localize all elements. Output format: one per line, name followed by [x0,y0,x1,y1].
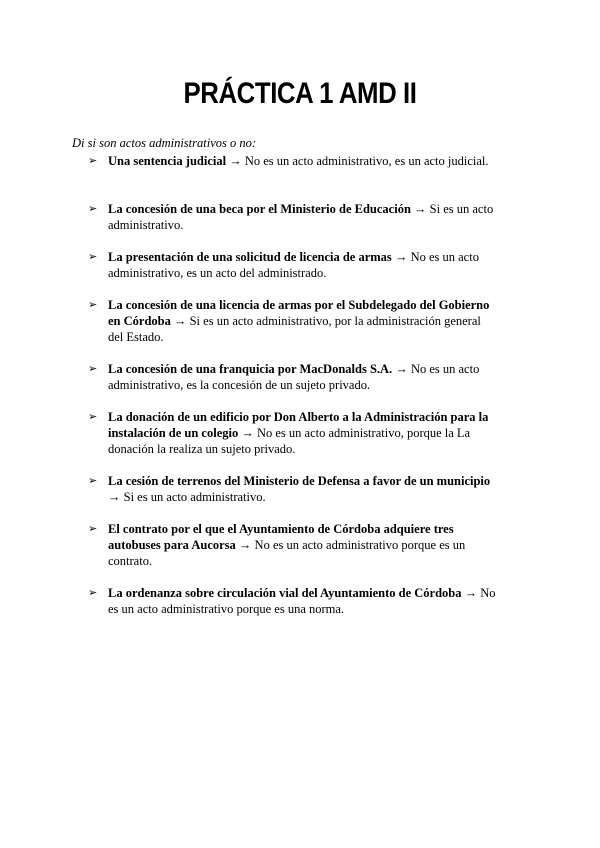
list-item [88,153,496,169]
item-heading: La concesión de una franquicia por MacDonalds S.A. [108,362,393,376]
item-heading: La concesión de una licencia de armas por el Subdelegado del Gobierno en Córdoba [108,298,490,328]
item-heading: El contrato por el que el Ayuntamiento de Córdoba adquiere tres autobuses para Aucorsa [108,522,454,552]
bullet-arrow-icon: ➢ [88,474,98,487]
bullet-arrow-icon: ➢ [88,522,98,535]
bullet-arrow-icon: ➢ [88,154,98,167]
list-item [88,297,496,345]
bullet-arrow-icon: ➢ [88,410,98,423]
bullet-arrow-icon: ➢ [88,298,98,311]
result-arrow-icon: → [464,586,478,600]
item-answer: Si es un acto administrativo. [108,202,494,232]
item-heading: La concesión de una beca por el Ministerio de Educación [108,202,411,216]
result-arrow-icon: → [395,362,408,376]
page-title: PRÁCTICA 1 AMD II [183,77,417,110]
item-heading: Una sentencia judicial [108,154,227,168]
bullet-arrow-icon: ➢ [88,586,98,599]
list-item [88,521,496,569]
item-answer: No es un acto administrativo porque es una norma. [108,586,496,616]
bullet-arrow-icon: ➢ [88,362,98,375]
item-answer: Si es un acto administrativo. [123,490,266,504]
item-heading: La ordenanza sobre circulación vial del Ayuntamiento de Córdoba [108,586,462,600]
item-answer: No es un acto administrativo, es un acto del administrado. [108,250,479,280]
result-arrow-icon: → [108,490,121,504]
item-answer: No es un acto administrativo, es un acto judicial. [244,154,489,168]
bullet-arrow-icon: ➢ [88,202,98,215]
list-item [88,201,496,233]
item-heading: La presentación de una solicitud de licencia de armas [108,250,392,264]
result-arrow-icon: → [229,154,242,168]
item-heading: La cesión de terrenos del Ministerio de Defensa a favor de un municipio [108,474,491,488]
list-item [88,585,496,617]
result-arrow-icon: → [238,538,252,552]
list-item [88,473,496,505]
result-arrow-icon: → [173,314,187,328]
result-arrow-icon: → [414,202,427,216]
result-arrow-icon: → [241,426,254,440]
item-answer: Si es un acto administrativo, por la administración general del Estado. [108,314,481,344]
list-item [88,249,496,281]
item-answer: No es un acto administrativo porque es un contrato. [108,538,466,568]
list-item [88,361,496,393]
intro-text: Di si son actos administrativos o no: [72,136,257,150]
item-heading: La donación de un edificio por Don Alberto a la Administración para la instalación de un colegio [108,410,489,440]
item-answer: No es un acto administrativo, porque la La donación la realiza un sujeto privado. [108,426,471,456]
list-item [88,409,496,457]
bullet-arrow-icon: ➢ [88,250,98,263]
result-arrow-icon: → [394,250,408,264]
item-answer: No es un acto administrativo, es la concesión de un sujeto privado. [108,362,480,392]
